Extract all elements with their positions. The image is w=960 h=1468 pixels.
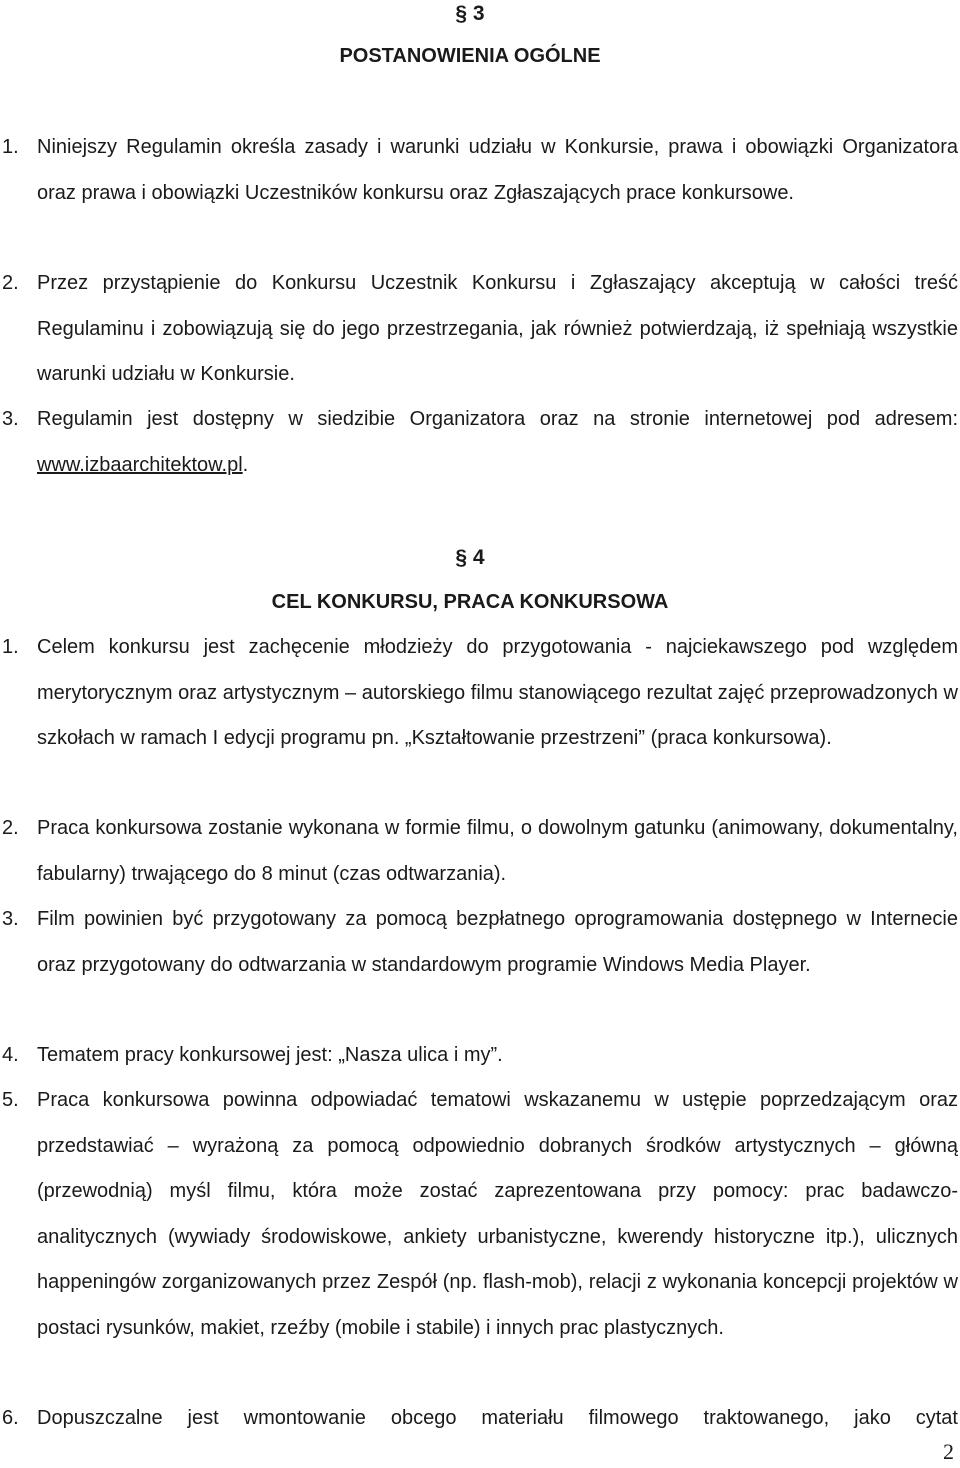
item-number: 2.	[2, 817, 19, 839]
item-number: 4.	[2, 1044, 19, 1066]
section-4-item-4	[0, 1033, 958, 1079]
item-text-after-link: .	[242, 453, 249, 476]
item-text: Praca konkursowa zostanie wykonana w formie filmu, o dowolnym gatunku (animowany, dokumentalny, fabularny) trwającego do 8 minut (czas odtwarzania).	[37, 817, 958, 885]
section-4-item-1	[0, 625, 958, 762]
section-4-item-5	[0, 1078, 958, 1351]
section-3-item-2	[0, 261, 958, 398]
item-number: 1.	[2, 636, 19, 658]
item-text	[37, 397, 958, 488]
page-number: 2	[943, 1439, 954, 1464]
section-3-symbol: § 3	[455, 2, 485, 25]
item-number: 3.	[2, 408, 19, 430]
item-text: Praca konkursowa powinna odpowiadać tematowi wskazanemu w ustępie poprzedzającym oraz przedstawiać – wyrażoną za pomocą odpowiednio dobranych środków artystycznych – główną (przewodnią) myśl filmu, która może zostać zaprezentowana przy pomocy: prac badawczo-analitycznych (wywiady środowiskowe, ankiety urbanistyczne, kwerendy historyczne itp.), ulicznych happeningów zorganizowanych przez Zespół (np. flash-mob), relacji z wykonania koncepcji projektów w postaci rysunków, makiet, rzeźby (mobile i stabile) i innych prac plastycznych.	[37, 1089, 958, 1339]
item-text: Film powinien być przygotowany za pomocą bezpłatnego oprogramowania dostępnego w Internecie oraz przygotowany do odtwarzania w standardowym programie Windows Media Player.	[37, 908, 958, 976]
section-4-symbol: § 4	[455, 546, 485, 569]
item-number: 1.	[2, 136, 19, 158]
section-3-item-3	[0, 397, 958, 488]
section-4-item-3	[0, 897, 958, 988]
item-text: Niniejszy Regulamin określa zasady i warunki udziału w Konkursie, prawa i obowiązki Organizatora oraz prawa i obowiązki Uczestników konkursu oraz Zgłaszających prace konkursowe.	[37, 136, 958, 204]
item-text: Celem konkursu jest zachęcenie młodzieży do przygotowania - najciekawszego pod względem merytorycznym oraz artystycznym – autorskiego filmu stanowiącego rezultat zajęć przeprowadzonych w szkołach w ramach I edycji programu pn. „Kształtowanie przestrzeni” (praca konkursowa).	[37, 636, 958, 749]
section-4-item-2	[0, 806, 958, 897]
item-number: 5.	[2, 1089, 19, 1111]
website-link[interactable]: www.izbaarchitektow.pl	[37, 453, 243, 476]
section-3-item-1	[0, 125, 958, 216]
section-4-item-6	[0, 1396, 958, 1442]
item-number: 3.	[2, 908, 19, 930]
item-text: Tematem pracy konkursowej jest: „Nasza ulica i my”.	[37, 1044, 503, 1066]
section-3-title: POSTANOWIENIA OGÓLNE	[339, 45, 601, 67]
item-text-before-link: Regulamin jest dostępny w siedzibie Organizatora oraz na stronie internetowej pod adresem:	[37, 408, 958, 430]
item-number: 6.	[2, 1407, 19, 1429]
item-number: 2.	[2, 272, 19, 294]
item-text: Dopuszczalne jest wmontowanie obcego materiału filmowego traktowanego, jako cytat	[37, 1407, 958, 1429]
section-4-title: CEL KONKURSU, PRACA KONKURSOWA	[271, 591, 669, 613]
item-text: Przez przystąpienie do Konkursu Uczestnik Konkursu i Zgłaszający akceptują w całości treść Regulaminu i zobowiązują się do jego przestrzegania, jak również potwierdzają, iż spełniają wszystkie warunki udziału w Konkursie.	[37, 272, 958, 385]
